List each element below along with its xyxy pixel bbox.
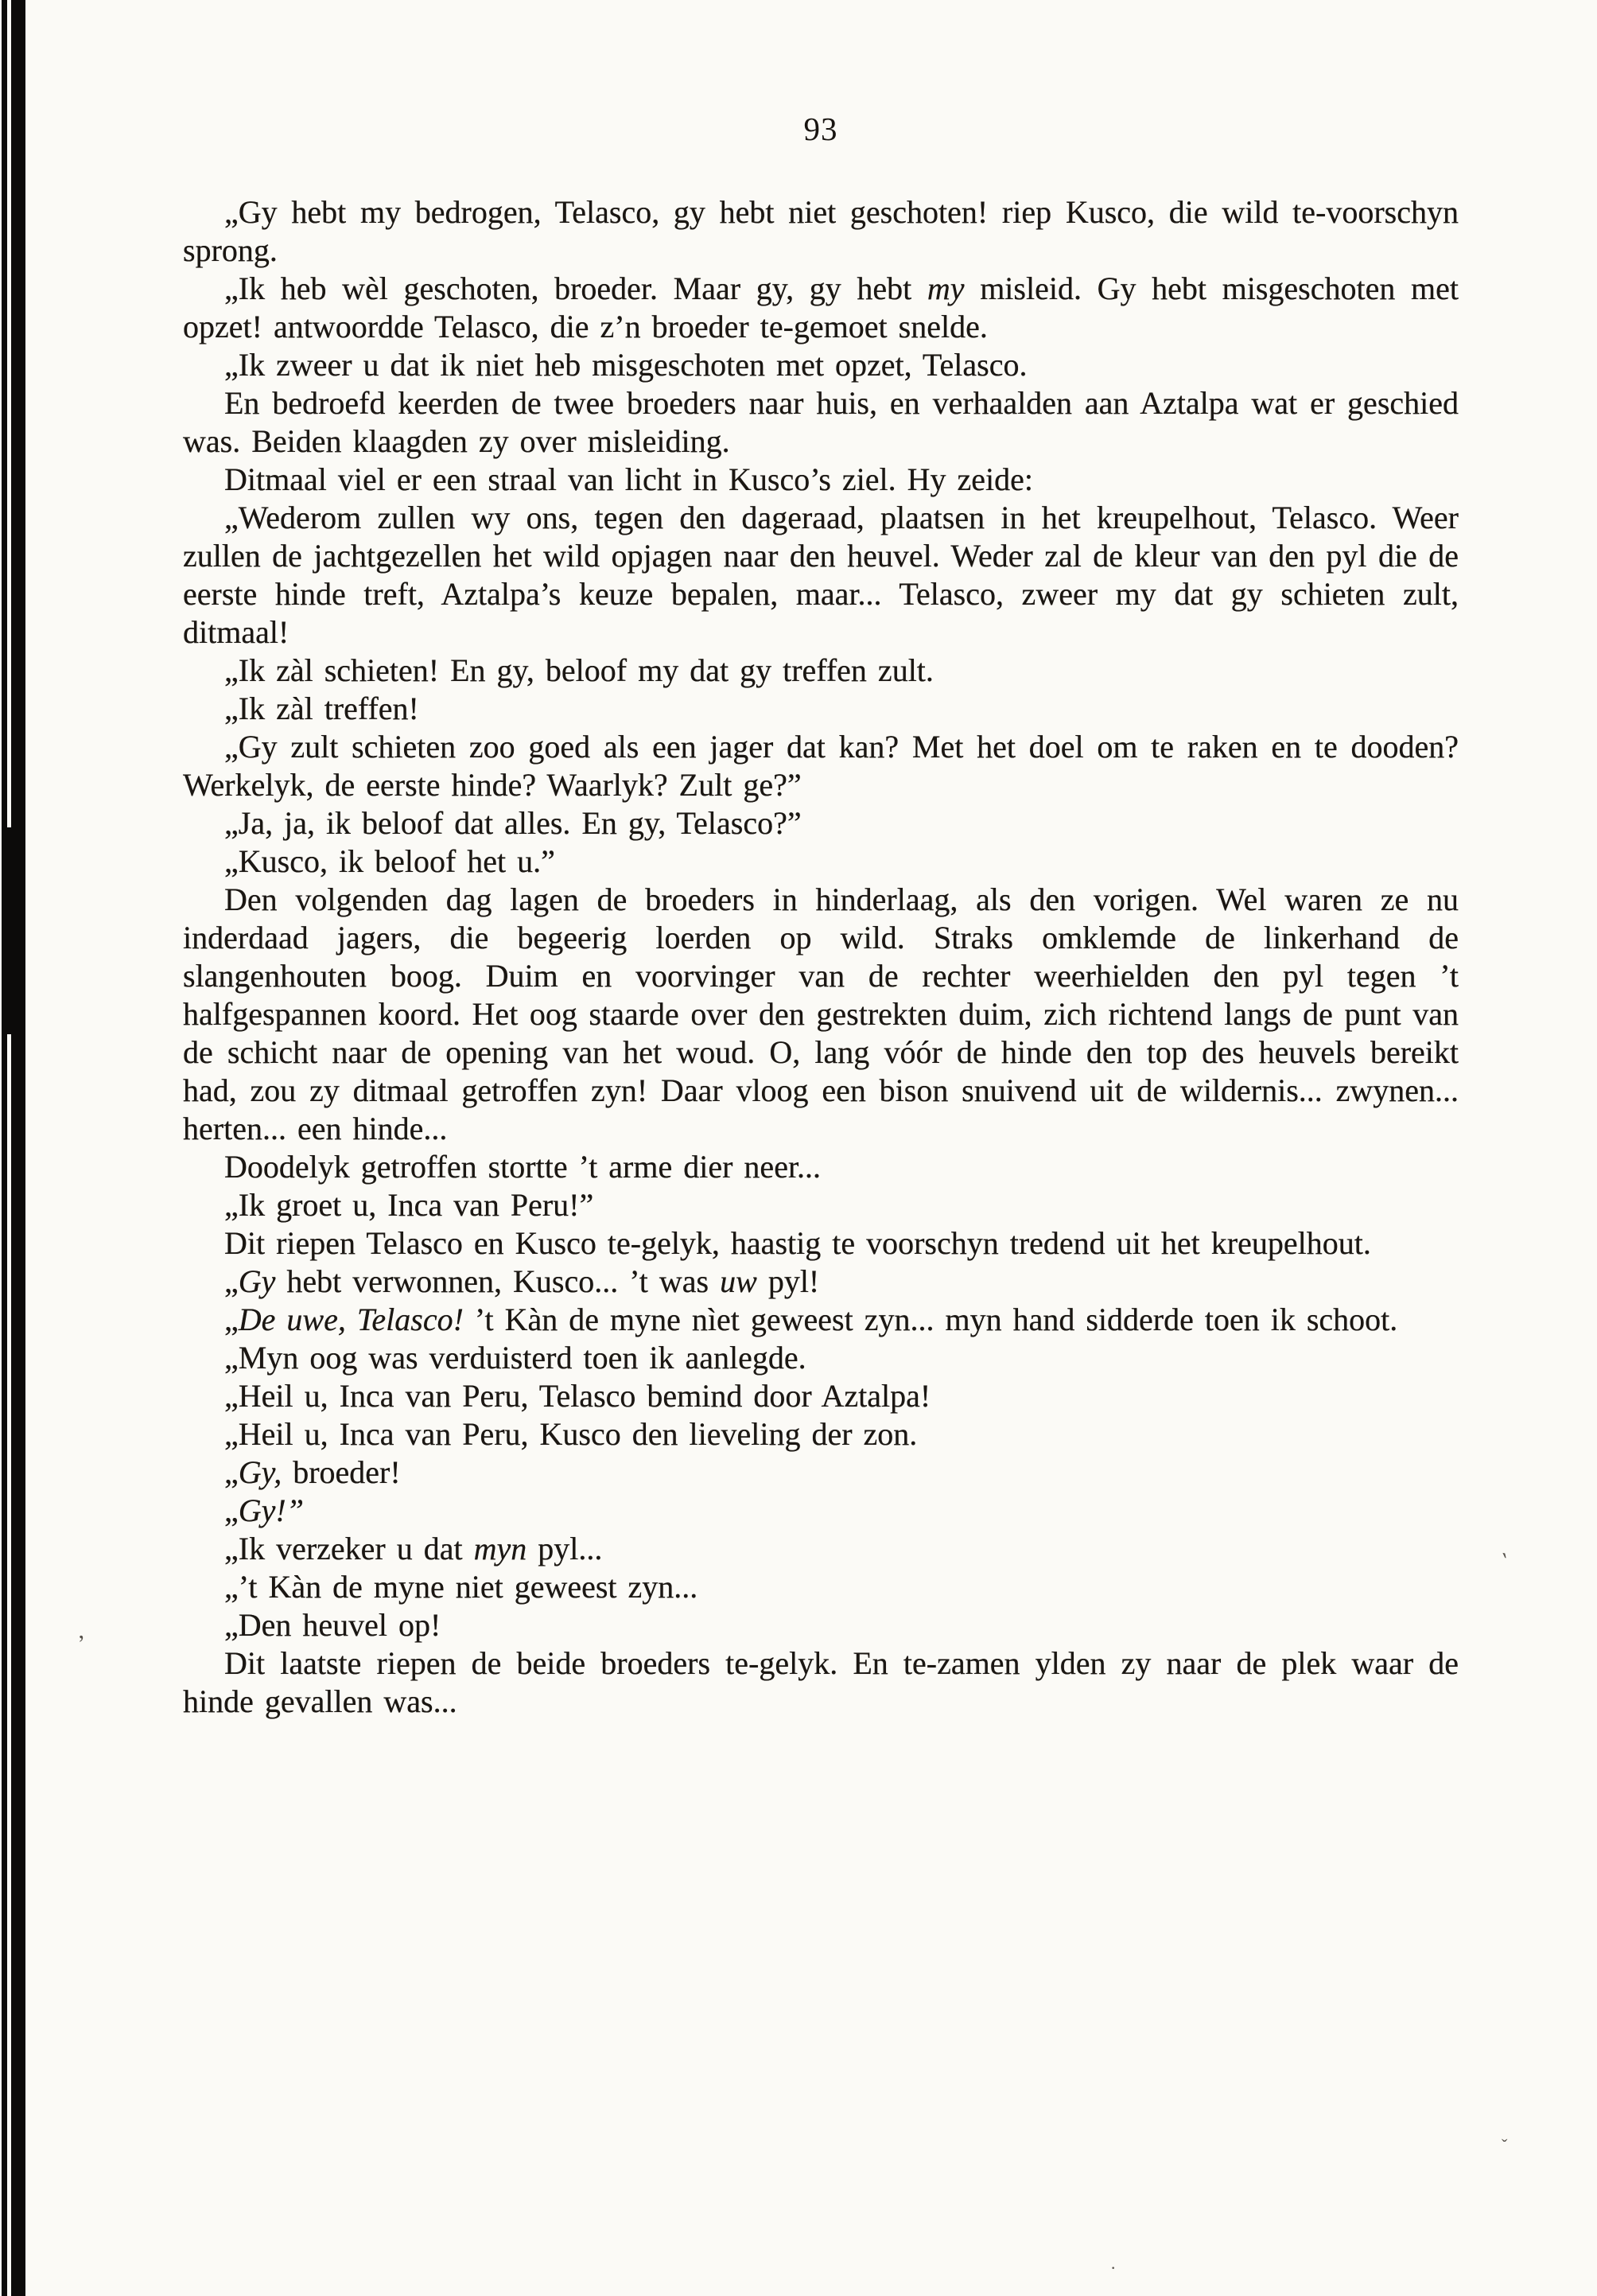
binding-shadow xyxy=(0,0,29,2296)
paragraph xyxy=(183,1492,1459,1530)
text-run: broeder! xyxy=(282,1454,401,1490)
text-run: „ xyxy=(224,1302,239,1337)
paragraph xyxy=(183,652,1459,690)
text-run: „Gy hebt my bedrogen, Telasco, gy hebt niet geschoten! riep Kusco, die wild te-voorschyn sprong. xyxy=(183,194,1459,268)
binding-bump xyxy=(7,827,12,1034)
scan-artifact: ‵ xyxy=(1497,1549,1509,1577)
text-run: „Myn oog was verduisterd toen ik aanlegde. xyxy=(224,1340,806,1376)
paragraph xyxy=(183,1377,1459,1415)
text-run: Dit riepen Telasco en Kusco te-gelyk, haastig te voorschyn tredend uit het kreupelhout. xyxy=(224,1225,1371,1261)
paragraph xyxy=(183,499,1459,652)
paragraph xyxy=(183,1339,1459,1377)
binding-line xyxy=(2,0,7,2296)
paragraph xyxy=(183,270,1459,346)
text-run: „Ik groet u, Inca van Peru!” xyxy=(224,1187,594,1223)
italic-run: Gy xyxy=(238,1263,276,1299)
paragraph xyxy=(183,690,1459,728)
text-run: „Ik verzeker u dat xyxy=(224,1531,474,1566)
text-run: Doodelyk getroffen stortte ’t arme dier neer... xyxy=(224,1149,822,1185)
italic-run: Gy!” xyxy=(238,1492,304,1528)
paragraph xyxy=(183,193,1459,270)
text-run: „Gy zult schieten zoo goed als een jager dat kan? Met het doel om te raken en te dooden? Werkelyk, de eerste hinde? Waarlyk? Zult ge?” xyxy=(183,729,1459,803)
text-run: pyl... xyxy=(527,1531,603,1566)
paragraph xyxy=(183,1644,1459,1721)
text-run: Ditmaal viel er een straal van licht in Kusco’s ziel. Hy zeide: xyxy=(224,461,1033,497)
text-run: „Ik heb wèl geschoten, broeder. Maar gy, gy hebt xyxy=(224,270,927,306)
text-run: „Heil u, Inca van Peru, Kusco den lieveling der zon. xyxy=(224,1416,918,1452)
paragraph xyxy=(183,728,1459,804)
paragraph xyxy=(183,1301,1459,1339)
text-run: misleid. Gy hebt misgeschoten met opzet! antwoordde Telasco, die z’n broeder te-gemoet snelde. xyxy=(183,270,1459,344)
paragraph xyxy=(183,1530,1459,1568)
paragraph xyxy=(183,843,1459,881)
text-run: „Kusco, ik beloof het u.” xyxy=(224,843,555,879)
page-number: 93 xyxy=(803,111,838,147)
italic-run: uw xyxy=(720,1263,757,1299)
text-run: En bedroefd keerden de twee broeders naar huis, en verhaalden aan Aztalpa wat er geschied was. Beiden klaagden zy over misleiding. xyxy=(183,385,1459,459)
paragraph xyxy=(183,1148,1459,1186)
italic-run: Gy, xyxy=(238,1454,282,1490)
paragraph xyxy=(183,1224,1459,1263)
text-run: „Ja, ja, ik beloof dat alles. En gy, Telasco?” xyxy=(224,805,802,841)
paragraph xyxy=(183,804,1459,843)
text-run: „ xyxy=(224,1492,239,1528)
italic-run: De uwe, Telasco! xyxy=(238,1302,464,1337)
text-run: „Wederom zullen wy ons, tegen den dageraad, plaatsen in het kreupelhout, Telasco. Weer zullen de jachtgezellen het wild opjagen naar den heuvel. Weder zal de kleur van den pyl die de eerste hinde treft, Aztalpa’s keuze bepalen, maar... Telasco, zweer my dat gy schieten zult, ditmaal! xyxy=(183,500,1459,650)
scan-artifact: · xyxy=(1110,2258,1117,2278)
text-run: Dit laatste riepen de beide broeders te-gelyk. En te-zamen ylden zy naar de plek waar de hinde gevallen was... xyxy=(183,1645,1459,1719)
paragraph xyxy=(183,1263,1459,1301)
text-run: Den volgenden dag lagen de broeders in hinderlaag, als den vorigen. Wel waren ze nu inderdaad jagers, die begeerig loerden op wild. Straks omklemde de linkerhand de slangenhouten boog. Duim en voorvinger van de rechter weerhielden den pyl tegen ’t halfgespannen koord. Het oog staarde over den gestrekten duim, zich richtend langs de punt van de schicht naar de opening van het woud. O, lang vóór de hinde den top des heuvels bereikt had, zou zy ditmaal getroffen zyn! Daar vloog een bison snuivend uit de wildernis... zwynen... herten... een hinde... xyxy=(183,881,1459,1146)
paragraph xyxy=(183,1186,1459,1224)
scan-artifact: ˇ xyxy=(1502,2135,1508,2155)
text-run: pyl! xyxy=(756,1263,820,1299)
paragraph xyxy=(183,1415,1459,1453)
text-run: „ xyxy=(224,1263,239,1299)
paragraph xyxy=(183,881,1459,1148)
paragraph xyxy=(183,1453,1459,1492)
text-run: „’t Kàn de myne niet geweest zyn... xyxy=(224,1569,698,1605)
italic-run: myn xyxy=(473,1531,527,1566)
paragraph xyxy=(183,1568,1459,1606)
paragraph xyxy=(183,1606,1459,1644)
text-run: ’t Kàn de myne nìet geweest zyn... myn hand sidderde toen ik schoot. xyxy=(463,1302,1398,1337)
text-run: hebt verwonnen, Kusco... ’t was xyxy=(275,1263,721,1299)
text-run: „Ik zàl treffen! xyxy=(224,691,419,726)
text-run: „Heil u, Inca van Peru, Telasco bemind door Aztalpa! xyxy=(224,1378,931,1414)
text-block xyxy=(183,193,1459,1721)
text-run: „Den heuvel op! xyxy=(224,1607,441,1643)
text-run: „ xyxy=(224,1454,239,1490)
paragraph xyxy=(183,384,1459,461)
paragraph xyxy=(183,461,1459,499)
text-run: „Ik zweer u dat ik niet heb misgeschoten met opzet, Telasco. xyxy=(224,347,1028,383)
paragraph xyxy=(183,346,1459,384)
scan-artifact: ‚ xyxy=(74,1617,87,1644)
italic-run: my xyxy=(927,270,965,306)
binding-band xyxy=(11,0,25,2296)
text-run: „Ik zàl schieten! En gy, beloof my dat gy treffen zult. xyxy=(224,652,934,688)
